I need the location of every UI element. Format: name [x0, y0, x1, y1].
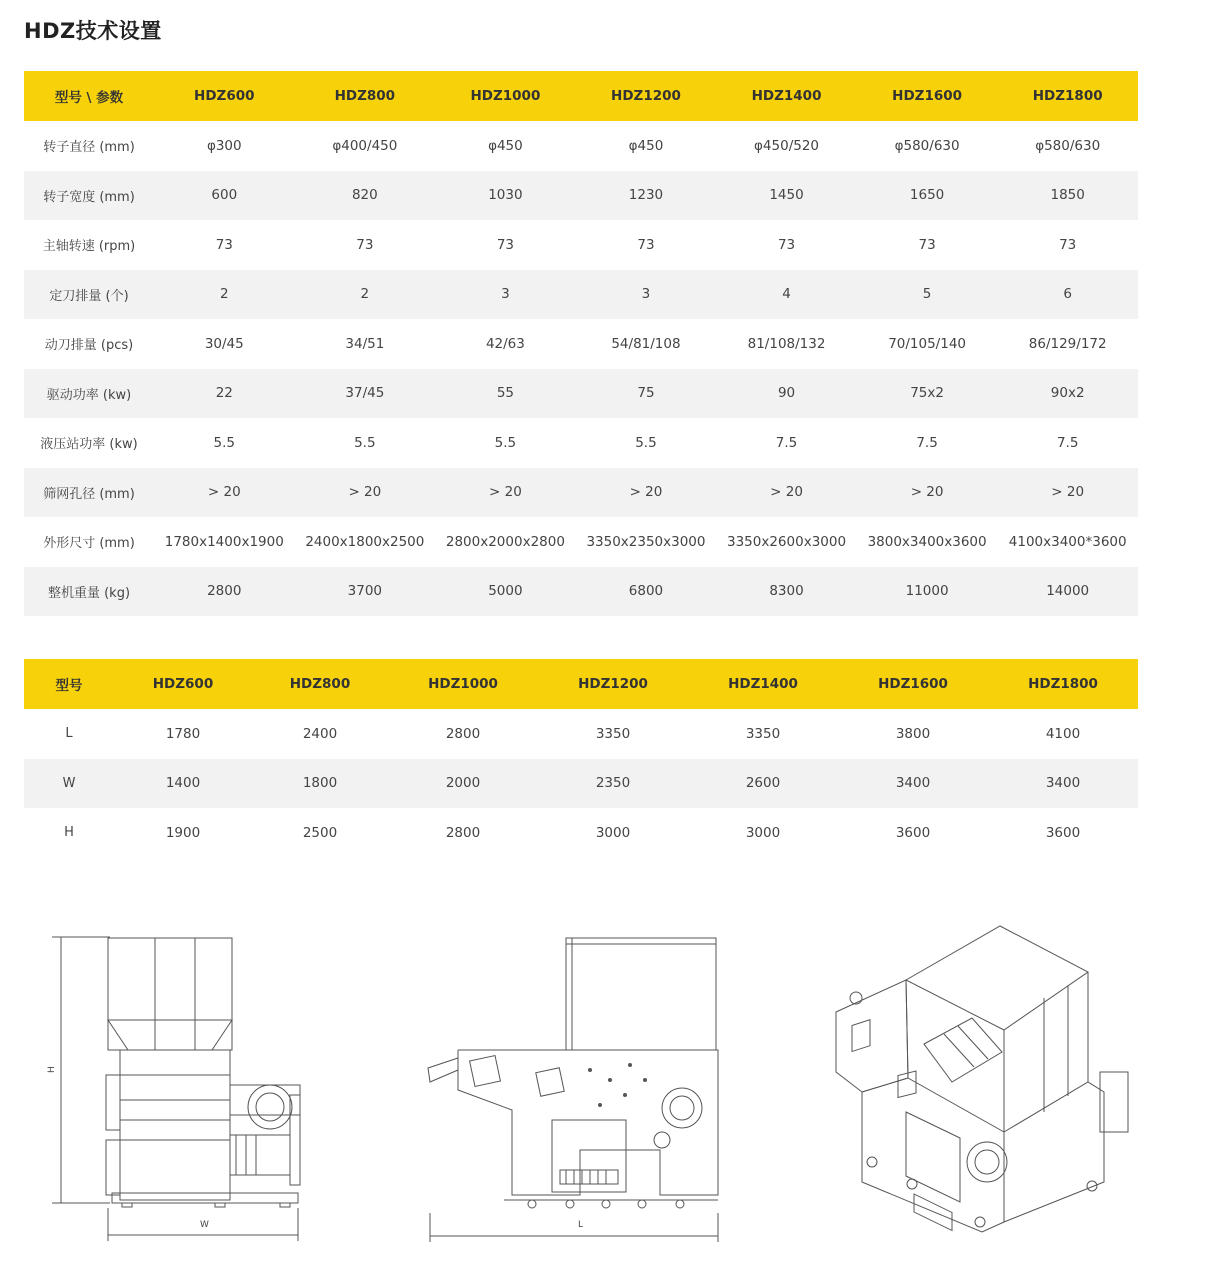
spec-cell: 70/105/140 [888, 335, 966, 352]
spec-cell: 73 [637, 236, 655, 253]
dim-cell: 1900 [165, 824, 201, 841]
spec-cell: > 20 [857, 468, 998, 518]
dim-header-cell: HDZ1800 [988, 659, 1138, 709]
spec-row-label: 动刀排量 (pcs) [44, 338, 134, 354]
spec-cell: > 20 [295, 468, 436, 518]
spec-cell: 1030 [435, 171, 576, 221]
spec-cell: 73 [1059, 236, 1077, 253]
spec-cell: φ400/450 [332, 137, 398, 154]
spec-cell: 75 [576, 369, 717, 419]
spec-cell: 3700 [295, 567, 436, 617]
spec-cell: 8300 [716, 567, 857, 617]
dim-cell: 3400 [838, 759, 988, 809]
spec-cell: 3350x2600x3000 [727, 533, 847, 550]
spec-row [24, 319, 1138, 369]
spec-cell: 7.5 [775, 434, 798, 451]
spec-cell: > 20 [435, 468, 576, 518]
dim-cell: 3400 [988, 759, 1138, 809]
spec-cell: 1230 [576, 171, 717, 221]
dim-cell: 1400 [114, 759, 252, 809]
spec-cell: 30/45 [204, 335, 244, 352]
spec-row [24, 270, 1138, 320]
spec-cell: 42/63 [485, 335, 525, 352]
spec-cell: 2800x2000x2800 [445, 533, 565, 550]
spec-cell: 3800x3400x3600 [867, 533, 987, 550]
spec-cell: 2800 [154, 567, 295, 617]
dim-cell: 4100 [1045, 725, 1081, 742]
dim-cell: 3600 [895, 824, 931, 841]
spec-cell: φ450/520 [754, 137, 820, 154]
dim-cell: 3600 [1045, 824, 1081, 841]
spec-cell: 86/129/172 [1028, 335, 1107, 352]
spec-cell: > 20 [716, 468, 857, 518]
spec-cell: 73 [215, 236, 233, 253]
dim-cell: 2350 [538, 759, 688, 809]
dim-row-label: H [64, 825, 74, 841]
dim-header-cell: 型号 [24, 659, 114, 709]
dim-header-cell: HDZ800 [252, 659, 388, 709]
spec-row-label: 转子宽度 (mm) [24, 171, 154, 221]
isometric-view-drawing [832, 922, 1142, 1242]
spec-cell: 5.5 [635, 434, 657, 451]
spec-cell: 1780x1400x1900 [164, 533, 284, 550]
spec-header-row [24, 71, 1138, 121]
spec-row-label: 转子直径 (mm) [43, 140, 135, 156]
dim-cell: 3800 [895, 725, 931, 742]
dim-header-cell: HDZ1400 [688, 659, 838, 709]
spec-cell: 7.5 [1056, 434, 1079, 451]
spec-cell: 14000 [997, 567, 1138, 617]
dim-cell: 3350 [595, 725, 631, 742]
spec-cell: 90x2 [997, 369, 1138, 419]
spec-cell: 5.5 [213, 434, 236, 451]
spec-header-cell: HDZ1600 [857, 71, 998, 121]
dim-cell: 3350 [745, 725, 781, 742]
spec-cell: 600 [154, 171, 295, 221]
spec-row-label: 外形尺寸 (mm) [43, 536, 135, 552]
spec-cell: 37/45 [295, 369, 436, 419]
spec-row [24, 418, 1138, 468]
spec-row [24, 171, 1138, 221]
spec-row [24, 121, 1138, 171]
spec-cell: 4100x3400*3600 [1008, 533, 1127, 550]
spec-cell: φ450 [628, 137, 664, 154]
spec-cell: 81/108/132 [747, 335, 826, 352]
spec-header-cell: HDZ600 [154, 71, 295, 121]
spec-cell: 5 [857, 270, 998, 320]
dim-cell: 2600 [688, 759, 838, 809]
spec-cell: > 20 [997, 468, 1138, 518]
spec-row-label: 主轴转速 (rpm) [42, 239, 136, 255]
dim-cell: 2800 [445, 824, 481, 841]
spec-cell: 3 [576, 270, 717, 320]
dim-header-row [24, 659, 1138, 709]
width-dimension-label: W [200, 1220, 209, 1230]
spec-cell: > 20 [576, 468, 717, 518]
page-title: HDZ技术设置 [24, 19, 162, 43]
dim-row [24, 759, 1138, 809]
spec-cell: φ580/630 [894, 137, 960, 154]
spec-row-label: 筛网孔径 (mm) [24, 468, 154, 518]
spec-cell: 5000 [435, 567, 576, 617]
spec-cell: 73 [496, 236, 514, 253]
spec-cell: 3350x2350x3000 [586, 533, 706, 550]
spec-cell: 73 [777, 236, 796, 253]
length-dimension-label: L [578, 1220, 584, 1230]
dimension-table [24, 659, 1138, 858]
spec-cell: 2 [154, 270, 295, 320]
dim-cell: 2400 [302, 725, 338, 742]
spec-cell: φ580/630 [1035, 137, 1101, 154]
spec-row [24, 468, 1138, 518]
spec-cell: 7.5 [916, 434, 938, 451]
spec-cell: > 20 [154, 468, 295, 518]
spec-header-cell: HDZ1800 [997, 71, 1138, 121]
spec-cell: 73 [356, 236, 374, 253]
dim-header-cell: HDZ1200 [538, 659, 688, 709]
spec-cell: 90 [716, 369, 857, 419]
spec-cell: 2400x1800x2500 [305, 533, 425, 550]
spec-cell: 1650 [857, 171, 998, 221]
spec-cell: 3 [435, 270, 576, 320]
spec-cell: 75x2 [857, 369, 998, 419]
side-view-drawing [420, 930, 730, 1250]
spec-row-label: 液压站功率 (kw) [40, 437, 138, 453]
spec-cell: 1450 [716, 171, 857, 221]
spec-row-label: 驱动功率 (kw) [24, 369, 154, 419]
spec-header-cell: HDZ800 [295, 71, 436, 121]
spec-cell: 54/81/108 [611, 335, 681, 352]
spec-header-cell: HDZ1200 [576, 71, 717, 121]
spec-table [24, 71, 1138, 616]
spec-cell: 55 [435, 369, 576, 419]
spec-cell: 73 [918, 236, 936, 253]
spec-row-label: 整机重量 (kg) [24, 567, 154, 617]
spec-header-cell: 型号 \ 参数 [24, 71, 154, 121]
spec-row [24, 220, 1138, 270]
spec-cell: 2 [295, 270, 436, 320]
dim-header-cell: HDZ600 [114, 659, 252, 709]
spec-cell: 5.5 [354, 434, 376, 451]
dim-row [24, 808, 1138, 858]
spec-cell: 6 [997, 270, 1138, 320]
spec-cell: 22 [154, 369, 295, 419]
spec-row [24, 369, 1138, 419]
dim-cell: 2800 [445, 725, 481, 742]
dim-row-label: W [24, 759, 114, 809]
spec-cell: 34/51 [345, 335, 385, 352]
height-dimension-label: H [47, 1066, 57, 1073]
dim-cell: 1800 [252, 759, 388, 809]
spec-cell: 4 [716, 270, 857, 320]
spec-cell: 6800 [576, 567, 717, 617]
dim-row [24, 709, 1138, 759]
spec-cell: φ300 [206, 137, 242, 154]
dim-cell: 3000 [595, 824, 631, 841]
dim-cell: 1780 [165, 725, 201, 742]
spec-header-cell: HDZ1000 [435, 71, 576, 121]
spec-row-label: 定刀排量 (个) [24, 270, 154, 320]
spec-cell: 820 [295, 171, 436, 221]
spec-row [24, 567, 1138, 617]
dim-row-label: L [65, 726, 73, 742]
dim-cell: 3000 [745, 824, 781, 841]
dim-header-cell: HDZ1000 [388, 659, 538, 709]
front-view-drawing [40, 925, 320, 1245]
dim-cell: 2500 [302, 824, 338, 841]
spec-cell: 5.5 [494, 434, 517, 451]
spec-row [24, 517, 1138, 567]
dim-header-cell: HDZ1600 [838, 659, 988, 709]
spec-header-cell: HDZ1400 [716, 71, 857, 121]
dim-cell: 2000 [388, 759, 538, 809]
spec-cell: 1850 [997, 171, 1138, 221]
spec-cell: φ450 [488, 137, 523, 154]
spec-cell: 11000 [857, 567, 998, 617]
